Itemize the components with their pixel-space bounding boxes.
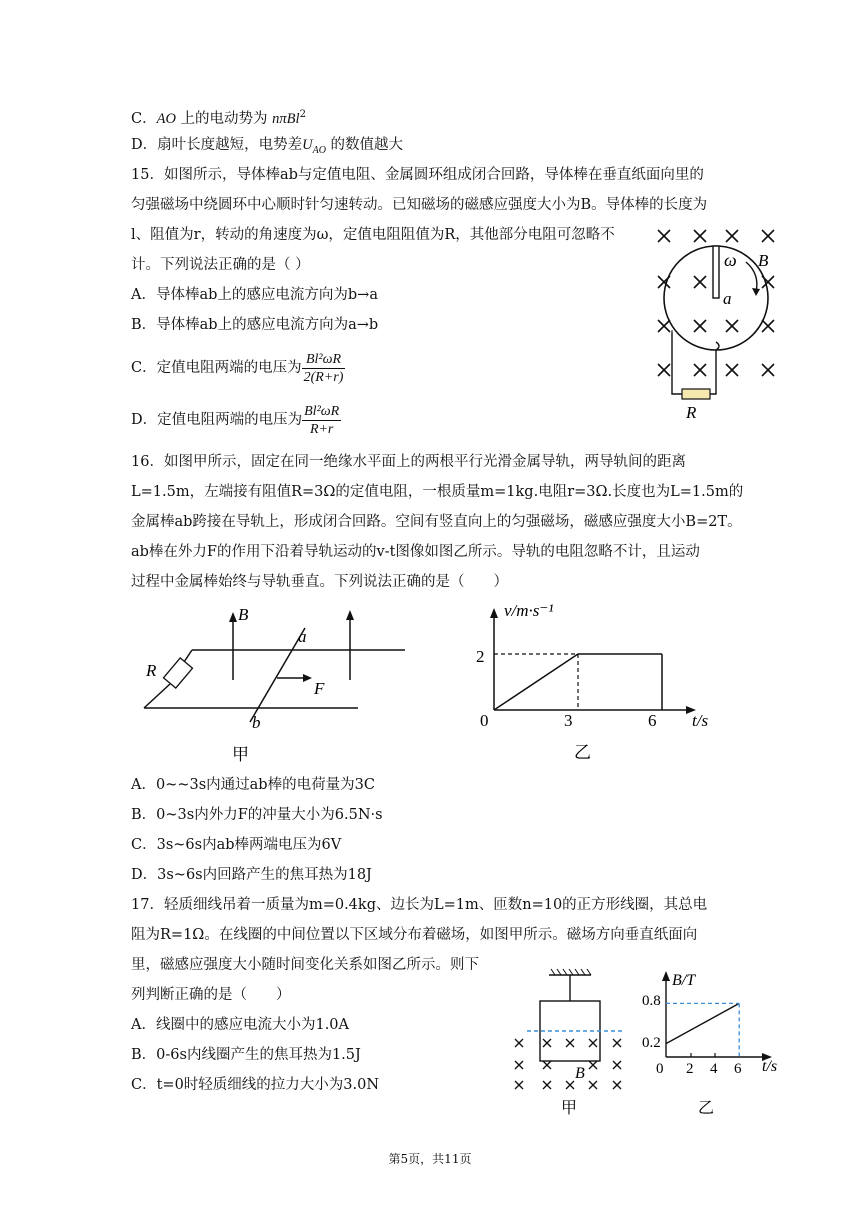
q17-option-b: B．0-6s内线圈产生的焦耳热为1.5J xyxy=(131,1047,361,1063)
q15-option-b: B．导体棒ab上的感应电流方向为a→b xyxy=(131,317,379,333)
bt-series-line xyxy=(666,1003,739,1043)
yi-caption: 乙 xyxy=(574,743,591,762)
q17-yi-ytick-02: 0.2 xyxy=(642,1035,661,1051)
q14-option-c: C．AO 上的电动势为 nπBl$^2$ xyxy=(131,109,306,127)
q17-figure-yi xyxy=(640,965,790,1125)
q14-option-d: D．扇叶长度越短，电势差$U_{AO}$ 的数值越大 xyxy=(131,137,404,156)
jia-field-label: B xyxy=(238,605,249,624)
q17-jia-caption: 甲 xyxy=(561,1100,578,1117)
field-label: B xyxy=(758,251,769,270)
q16-stem-line2: L=1.5m，左端接有阻值R=3Ω的定值电阻，一根质量m=1kg.电阻r=3Ω.长度也为L=1.5m的 xyxy=(131,484,744,500)
q16-option-c: C．3s~6s内ab棒两端电压为6V xyxy=(131,837,342,853)
yi-xtick-0: 0 xyxy=(480,711,489,730)
q15-option-a: A．导体棒ab上的感应电流方向为b→a xyxy=(131,287,378,303)
omega-label: ω xyxy=(724,250,737,270)
q16-stem-line3: 金属棒ab跨接在导轨上，形成闭合回路。空间有竖直向上的匀强磁场，磁感应强度大小B=2T。 xyxy=(131,514,742,530)
yi-xlabel: t/s xyxy=(692,711,709,730)
q16-stem-line4: ab棒在外力F的作用下沿着导轨运动的v-t图像如图乙所示。导轨的电阻忽略不计，且运动 xyxy=(131,544,700,560)
q17-stem-line4: 列判断正确的是（ ） xyxy=(131,987,291,1003)
q17-jia-field: B xyxy=(575,1065,585,1082)
jia-force: F xyxy=(314,679,325,698)
q17-yi-ylabel: B/T xyxy=(672,972,696,989)
vt-plot xyxy=(494,654,662,710)
q17-yi-ytick-08: 0.8 xyxy=(642,993,661,1009)
q17-yi-xtick-6: 6 xyxy=(734,1061,742,1077)
q17-yi-xtick-0: 0 xyxy=(656,1061,664,1077)
page-footer: 第5页，共11页 xyxy=(388,1152,472,1166)
q15-stem-line2: 匀强磁场中绕圆环中心顺时针匀速转动。已知磁场的磁感应强度大小为B。导体棒的长度为 xyxy=(131,197,708,213)
rod-end-label: a xyxy=(723,289,732,308)
q16-stem-line1: 16．如图甲所示，固定在同一绝缘水平面上的两根平行光滑金属导轨，两导轨间的距离 xyxy=(131,454,686,470)
q15-figure xyxy=(650,222,790,432)
q17-stem-line3: 里，磁感应强度大小随时间变化关系如图乙所示。则下 xyxy=(131,957,479,973)
jia-resistor: R xyxy=(146,661,157,680)
q17-stem-line1: 17．轻质细线吊着一质量为m=0.4kg、边长为L=1m、匝数n=10的正方形线圈，其总电 xyxy=(131,897,708,913)
q17-option-c: C．t=0时轻质细线的拉力大小为3.0N xyxy=(131,1077,380,1093)
bt-plot xyxy=(666,1003,739,1057)
jia-caption: 甲 xyxy=(232,745,249,764)
q17-yi-xlabel: t/s xyxy=(762,1058,778,1075)
q17-yi-xtick-4: 4 xyxy=(710,1061,718,1077)
resistor-label: R xyxy=(686,403,697,422)
q15-option-d: D．定值电阻两端的电压为 $\frac{\text{Bl²ωR}}{R+r}$ xyxy=(131,403,340,437)
q16-stem-line5: 过程中金属棒始终与导轨垂直。下列说法正确的是（ ） xyxy=(131,574,508,590)
q16-option-d: D．3s~6s内回路产生的焦耳热为18J xyxy=(131,867,372,883)
q16-figure-jia xyxy=(140,600,420,770)
q15-stem-line3: l、阻值为r，转动的角速度为ω，定值电阻阻值为R，其他部分电阻可忽略不 xyxy=(131,227,615,243)
jia-rod-b: b xyxy=(252,713,261,732)
q15-stem-line1: 15．如图所示，导体棒ab与定值电阻、金属圆环组成闭合回路，导体棒在垂直纸面向里的 xyxy=(131,167,704,183)
q15-option-c: C．定值电阻两端的电压为 $\frac{\text{Bl²ωR}}{2(R+r)}$ xyxy=(131,351,344,385)
jia-rod-a: a xyxy=(298,627,307,646)
q16-option-a: A．0~~3s内通过ab棒的电荷量为3C xyxy=(131,777,375,793)
q15-stem-line4: 计。下列说法正确的是（ ） xyxy=(131,257,310,273)
q16-figure-yi xyxy=(470,598,720,768)
yi-ytick-2: 2 xyxy=(476,647,485,666)
q16-option-b: B．0~3s内外力F的冲量大小为6.5N·s xyxy=(131,807,383,823)
yi-xtick-3: 3 xyxy=(564,711,573,730)
q17-yi-xtick-2: 2 xyxy=(686,1061,694,1077)
yi-xtick-6: 6 xyxy=(648,711,657,730)
q17-option-a: A．线圈中的感应电流大小为1.0A xyxy=(131,1017,350,1033)
yi-ylabel: v/m·s⁻¹ xyxy=(504,601,554,620)
q17-yi-caption: 乙 xyxy=(698,1100,715,1117)
q17-stem-line2: 阻为R=1Ω。在线圈的中间位置以下区域分布着磁场，如图甲所示。磁场方向垂直纸面向 xyxy=(131,927,698,943)
q17-figure-jia xyxy=(505,965,635,1125)
